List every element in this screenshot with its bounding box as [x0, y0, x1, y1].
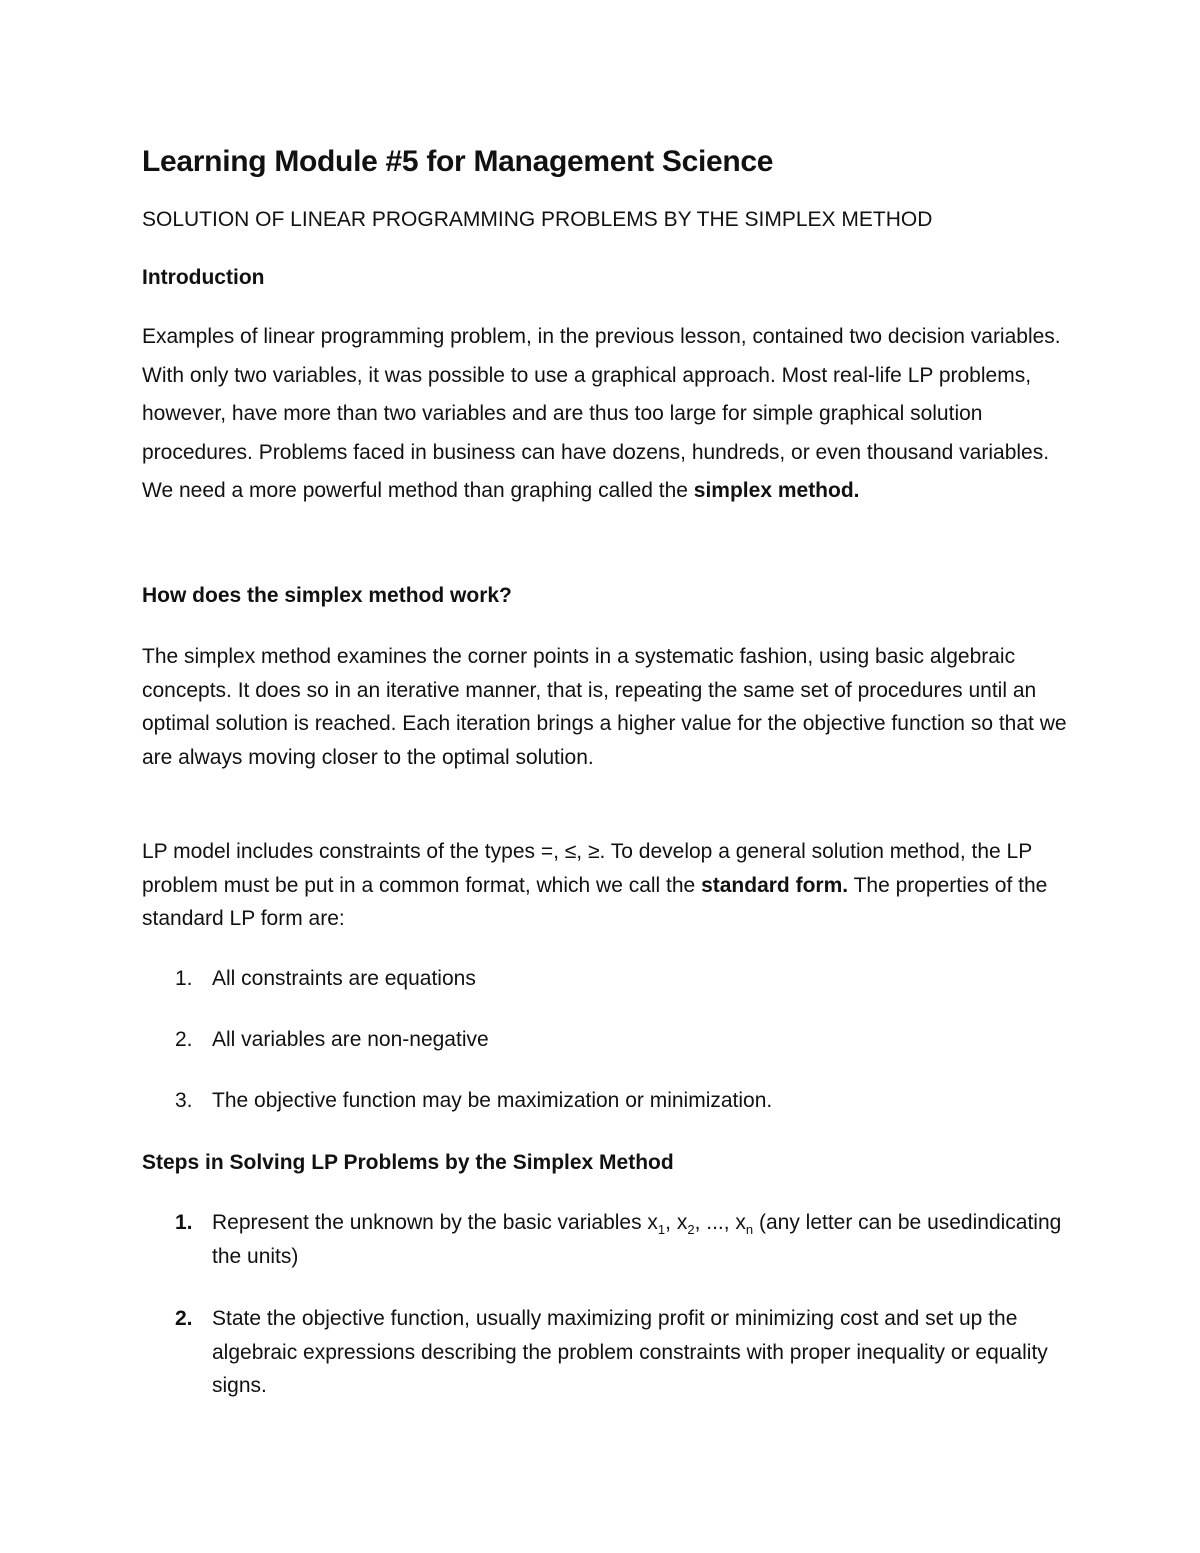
subscript: 1 [657, 1222, 666, 1238]
property-list-item [175, 1023, 1075, 1057]
list-number: 1. [175, 967, 193, 990]
list-item-text: The objective function may be maximization or minimization. [212, 1089, 773, 1112]
step-text [212, 1206, 1075, 1273]
step-text: State the objective function, usually maximizing profit or minimizing cost and set up the algebraic expressions describing the problem constraints with proper inequality or equality signs. [212, 1307, 1048, 1398]
step-text-part: , ..., x [694, 1211, 746, 1234]
list-number: 2. [175, 1028, 193, 1051]
property-list-item [175, 1084, 1075, 1118]
how-simplex-works-paragraph: The simplex method examines the corner points in a systematic fashion, using basic algebraic concepts. It does so in an iterative manner, that is, repeating the same set of procedures until an optimal solution is reached. Each iteration brings a higher value for the objective function so that we are always moving closer to the optimal solution. [142, 645, 1067, 769]
property-list-item [175, 962, 1075, 996]
introduction-paragraph [142, 318, 1072, 511]
step-list-item [175, 1302, 1075, 1403]
subscript: 2 [687, 1222, 695, 1238]
step-text-part: , x [665, 1211, 688, 1234]
step-text-part: (any letter can be usedindicating the units) [212, 1211, 1062, 1268]
list-item-text: All variables are non-negative [212, 1028, 489, 1051]
standard-form-text-after: The properties of the standard LP form are: [142, 873, 1048, 931]
simplex-method-term: simplex method. [693, 479, 860, 502]
step-list-item [175, 1206, 1075, 1273]
introduction-text: Examples of linear programming problem, in the previous lesson, contained two decision variables. With only two variables, it was possible to use a graphical approach. Most real-life LP problems, however, have more than two variables and are thus too large for simple graphical solution procedures. Problems faced in business can have dozens, hundreds, or even thousand variables. We need a more powerful method than graphing called the [142, 325, 1061, 502]
step-number: 2. [175, 1307, 193, 1330]
list-item-text: All constraints are equations [212, 967, 476, 990]
standard-form-paragraph [142, 835, 1072, 936]
step-number: 1. [175, 1211, 193, 1234]
page-subtitle: SOLUTION OF LINEAR PROGRAMMING PROBLEMS BY THE SIMPLEX METHOD [142, 208, 933, 231]
section-heading-how-simplex-works: How does the simplex method work? [142, 584, 512, 607]
section-heading-introduction: Introduction [142, 266, 265, 289]
section-heading-steps: Steps in Solving LP Problems by the Simplex Method [142, 1151, 674, 1174]
standard-form-term: standard form. [701, 873, 849, 897]
step-text-part: Represent the unknown by the basic variables x [212, 1211, 658, 1234]
standard-form-text-before: LP model includes constraints of the types =, ≤, ≥. To develop a general solution method, the LP problem must be put in a common format, which we call the [142, 840, 1032, 897]
subscript: n [745, 1222, 754, 1238]
page-title: Learning Module #5 for Management Science [142, 145, 774, 178]
list-number: 3. [175, 1089, 193, 1112]
